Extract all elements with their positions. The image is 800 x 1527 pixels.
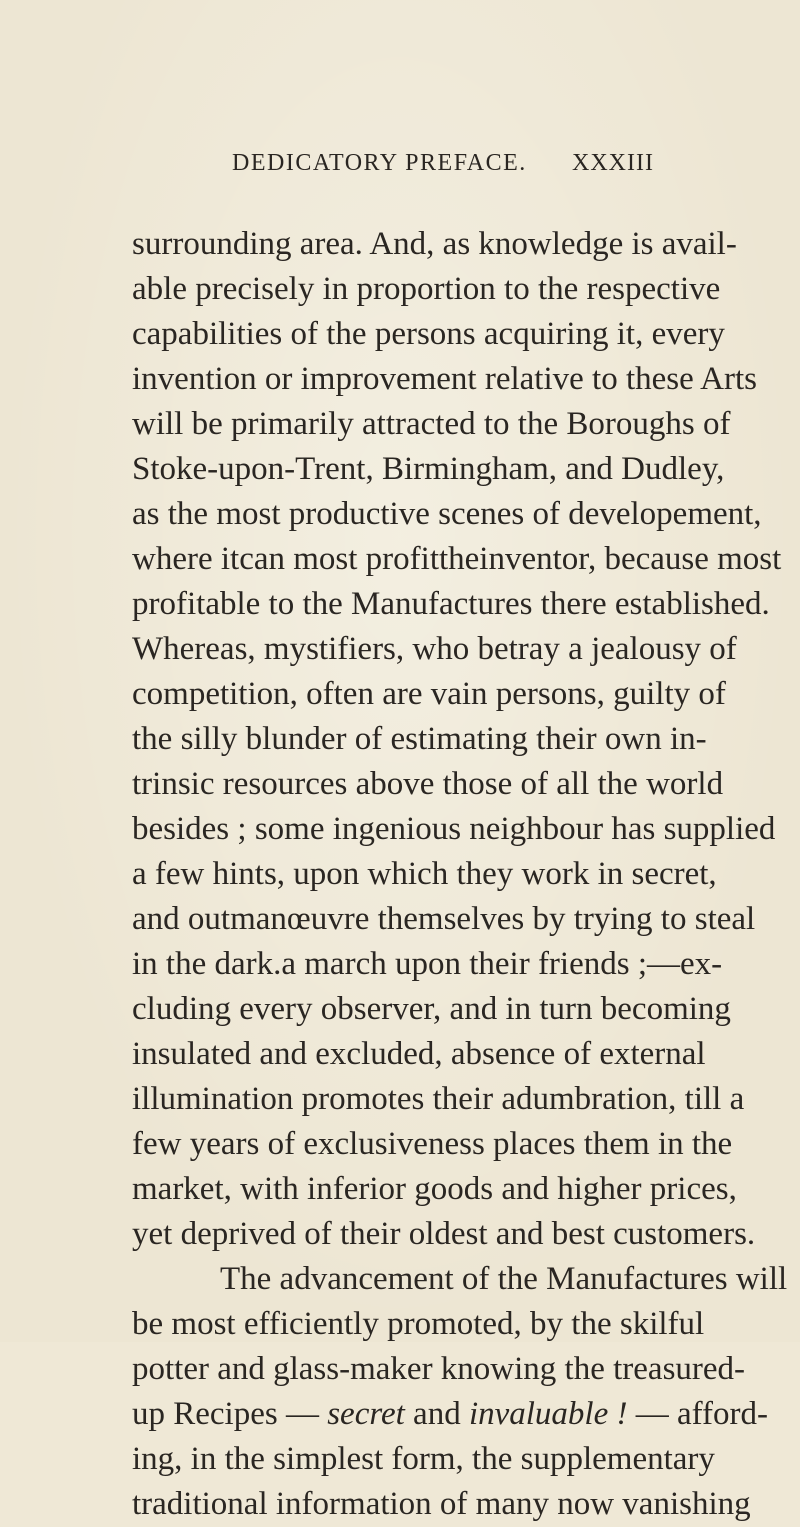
text-line: a few hints, upon which they work in secret, (132, 856, 717, 892)
text-line: where itcan most profittheinventor, because most (132, 541, 782, 577)
body-text (132, 222, 788, 1527)
text-line-mixed (132, 1392, 769, 1437)
text-line: able precisely in proportion to the respective (132, 271, 721, 307)
text-line: market, with inferior goods and higher prices, (132, 1171, 737, 1207)
text-line: will be primarily attracted to the Boroughs of (132, 406, 731, 442)
text-line: yet deprived of their oldest and best customers. (132, 1216, 756, 1252)
text-line: ing, in the simplest form, the supplementary (132, 1441, 715, 1477)
text-line: few years of exclusiveness places them in the (132, 1126, 733, 1162)
italic-run: secret (327, 1396, 405, 1432)
text-line: The advancement of the Manufactures will (220, 1261, 788, 1297)
text-line: profitable to the Manufactures there established. (132, 586, 770, 622)
text-line: potter and glass-maker knowing the treasured- (132, 1351, 746, 1387)
page-header (232, 150, 654, 186)
text-line: insulated and excluded, absence of external (132, 1036, 706, 1072)
text-line: and outmanœuvre themselves by trying to steal (132, 901, 756, 937)
text-line: surrounding area. And, as knowledge is avail- (132, 226, 737, 262)
text-line: cluding every observer, and in turn becoming (132, 991, 731, 1027)
text-line: besides ; some ingenious neighbour has supplied (132, 811, 776, 847)
italic-run: invaluable ! (468, 1396, 628, 1432)
text-line: capabilities of the persons acquiring it, every (132, 316, 725, 352)
text-line: trinsic resources above those of all the world (132, 766, 724, 802)
text-line: be most efficiently promoted, by the skilful (132, 1306, 705, 1342)
text-line: as the most productive scenes of developement, (132, 496, 762, 532)
text-line: in the dark.a march upon their friends ;—ex- (132, 946, 723, 982)
text-line: invention or improvement relative to these Arts (132, 361, 758, 397)
text-line: illumination promotes their adumbration, till a (132, 1081, 745, 1117)
running-head: DEDICATORY PREFACE. (232, 150, 527, 176)
page-number: XXXIII (572, 150, 654, 176)
text-line: competition, often are vain persons, guilty of (132, 676, 726, 712)
text-line: Whereas, mystifiers, who betray a jealousy of (132, 631, 737, 667)
text-line: the silly blunder of estimating their own in- (132, 721, 707, 757)
text-run: — afford- (627, 1396, 769, 1432)
text-line: Stoke-upon-Trent, Birmingham, and Dudley, (132, 451, 725, 487)
text-run: up Recipes — (132, 1396, 328, 1432)
text-line: traditional information of many now vanishing (132, 1486, 751, 1522)
text-run: and (404, 1396, 469, 1432)
